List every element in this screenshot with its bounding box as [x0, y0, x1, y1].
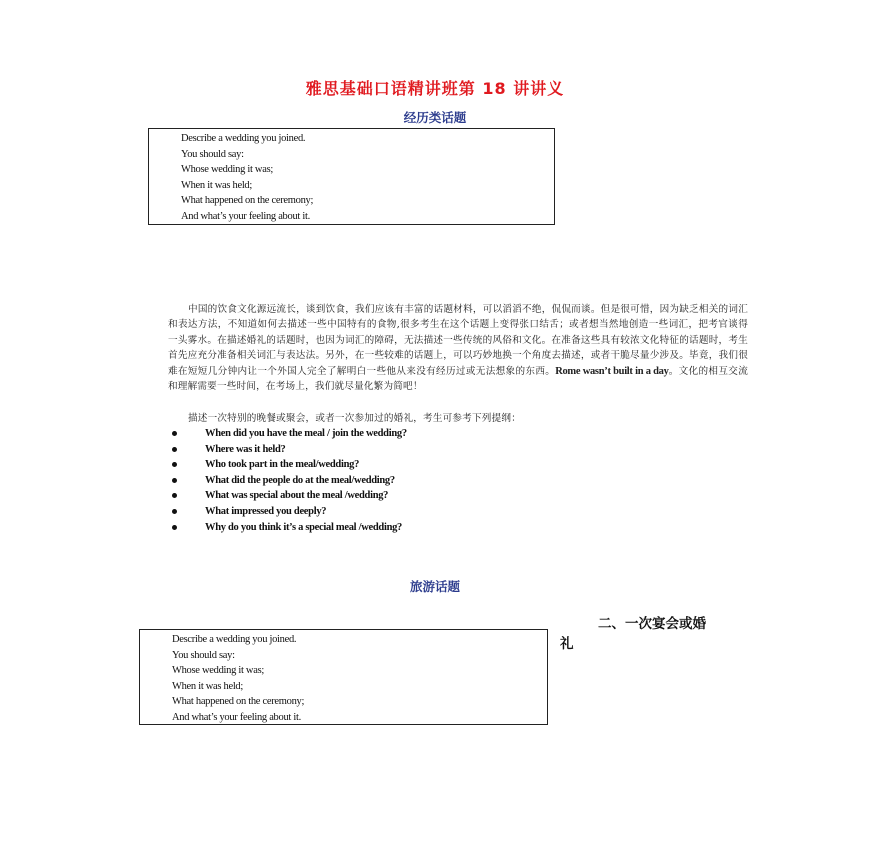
cue-card-line: Whose wedding it was;: [172, 665, 264, 677]
list-item: What did the people do at the meal/wedding?: [172, 473, 407, 489]
side-heading-line2: 礼: [560, 636, 574, 652]
cue-card-line: You should say:: [172, 649, 235, 661]
list-item: What impressed you deeply?: [172, 504, 407, 520]
bullet-icon: [172, 509, 177, 514]
list-item: Who took part in the meal/wedding?: [172, 457, 407, 473]
cue-card-line: When it was held;: [172, 680, 244, 692]
cue-card-box-2: [139, 629, 548, 725]
bullet-icon: [172, 478, 177, 483]
cue-card-line: Describe a wedding you joined.: [172, 634, 297, 645]
cue-card-box: [148, 128, 555, 225]
cue-card-line: And what’s your feeling about it.: [181, 210, 310, 222]
bullet-icon: [172, 431, 177, 436]
cue-card-line: When it was held;: [181, 179, 253, 191]
side-heading: [560, 614, 750, 654]
list-item: Where was it held?: [172, 442, 407, 458]
bullet-icon: [172, 447, 177, 452]
paragraph-text: 中国的饮食文化源远流长，谈到饮食，我们应该有丰富的话题材料，可以滔滔不绝，侃侃而谈。但是很可惜，因为缺乏相关的词汇和表达方法，不知道如何去描述一些中国特有的食物,很多考生在这个话题上变得张口结舌；或者想当然地创造一些词汇，把考官谈得一头雾水。在描述婚礼的话题时，也因为词汇的障碍，无法描述一些传统的风俗和文化。在准备这些具有较浓文化特征的话题时，考生首先应充分准备相关词汇与表达法。另外，在一些较难的话题上，可以巧妙地换一个角度去描述，或者干脆尽量少涉及。毕竟，我们很难在短短几分钟内让一个外国人完全了解明白一些他从来没有经历过或无法想象的东西。: [168, 304, 748, 377]
list-item: What was special about the meal /wedding?: [172, 488, 407, 504]
section-heading-experience: 经历类话题: [403, 110, 467, 125]
section-heading-travel: 旅游话题: [409, 579, 460, 594]
body-paragraph: [168, 302, 748, 394]
bullet-icon: [172, 493, 177, 498]
cue-card-line: Describe a wedding you joined.: [181, 133, 306, 144]
cue-card-line: You should say:: [181, 148, 244, 160]
list-item: When did you have the meal / join the wedding?: [172, 426, 407, 442]
paragraph-tail: 。文化的相互交流和理解需要一些时间，在考场上，我们就尽量化繁为简吧！: [168, 365, 748, 393]
outline-intro: 描述一次特别的晚餐或聚会，或者一次参加过的婚礼，考生可参考下列提纲：: [188, 413, 521, 424]
english-phrase: Rome wasn’t built in a day: [555, 365, 669, 377]
bullet-icon: [172, 525, 177, 530]
cue-card-line: And what’s your feeling about it.: [172, 711, 301, 723]
cue-card-line: What happened on the ceremony;: [172, 696, 305, 708]
outline-list: [172, 426, 407, 535]
side-heading-line1: 二、一次宴会或婚: [598, 616, 706, 632]
document-title: 雅思基础口语精讲班第 18 讲讲义: [305, 79, 565, 98]
cue-card-line: Whose wedding it was;: [181, 164, 273, 176]
list-item: Why do you think it’s a special meal /wedding?: [172, 520, 407, 536]
cue-card-line: What happened on the ceremony;: [181, 195, 314, 207]
bullet-icon: [172, 462, 177, 467]
